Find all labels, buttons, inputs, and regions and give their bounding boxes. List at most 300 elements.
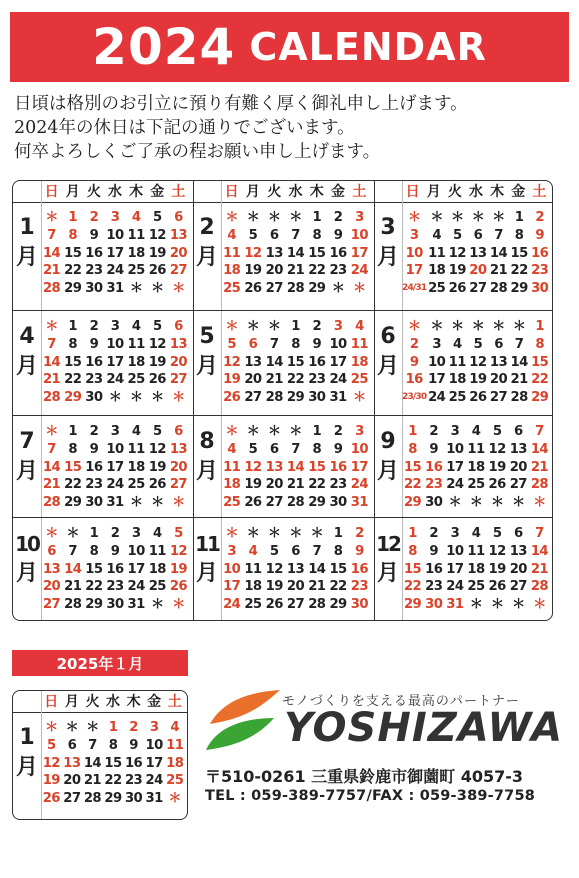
- day-cell: 26: [148, 263, 166, 279]
- day-cell: 5: [152, 424, 162, 439]
- day-cell: 31: [446, 597, 464, 613]
- day-cell: 28: [42, 495, 61, 511]
- day-cell: 26: [244, 495, 262, 511]
- day-cell: 23: [531, 263, 549, 279]
- header-divider: [13, 712, 187, 713]
- day-cell: 1: [312, 210, 322, 225]
- day-cell: 3: [432, 336, 441, 352]
- day-cell: 22: [403, 477, 422, 493]
- day-cell: 17: [106, 354, 124, 370]
- day-cell: 25: [428, 281, 446, 297]
- company-tagline: モノづくりを支える最高のパートナー: [282, 694, 520, 709]
- day-cell: 15: [308, 245, 326, 261]
- day-cell: ＊: [225, 424, 238, 439]
- month-label: [193, 213, 221, 273]
- weekday-label: 金: [331, 184, 346, 200]
- day-cell: 9: [89, 227, 99, 243]
- day-cell: 14: [64, 561, 82, 577]
- day-cell: 17: [428, 372, 446, 388]
- day-cell: 10: [127, 543, 145, 559]
- weekday-header: [402, 181, 550, 203]
- day-cell: 25: [448, 390, 466, 406]
- month-label: [374, 529, 402, 589]
- day-cell: 11: [350, 336, 368, 352]
- day-cell: 12: [469, 354, 487, 370]
- greeting-line: 日頃は格別のお引立に預り有難く厚く御礼申し上げます。: [14, 94, 468, 114]
- day-cell: ＊: [150, 281, 164, 297]
- month-kanji: 月: [15, 459, 38, 484]
- month-number: 12: [376, 532, 400, 556]
- weekday-label: 土: [167, 694, 182, 710]
- month-number: 6: [380, 324, 396, 349]
- day-cell: 25: [223, 495, 241, 511]
- day-cell: ＊: [430, 210, 443, 225]
- day-cell: 16: [425, 561, 443, 577]
- day-cell: ＊: [490, 597, 504, 613]
- month-kanji: 月: [195, 561, 218, 586]
- day-cell: 14: [42, 459, 61, 475]
- day-cell: ＊: [150, 390, 164, 406]
- day-cell: ＊: [150, 495, 164, 511]
- day-cell: 9: [333, 441, 343, 457]
- month-number: 10: [15, 532, 39, 556]
- day-cell: 19: [244, 477, 262, 493]
- greeting-message: [14, 92, 574, 164]
- day-cell: 14: [265, 354, 283, 370]
- day-cell: 28: [530, 579, 548, 595]
- month-kanji: 月: [376, 561, 399, 586]
- day-cell: 10: [350, 441, 368, 457]
- day-cell: 27: [489, 390, 508, 406]
- day-cell: 6: [494, 336, 503, 352]
- day-cell: 19: [469, 372, 487, 388]
- day-cell: 28: [530, 477, 548, 493]
- day-cell: 9: [89, 441, 99, 457]
- day-cell: 6: [67, 737, 77, 753]
- day-cell: ＊: [289, 210, 302, 225]
- day-cell: 27: [244, 390, 262, 406]
- day-cell: 24: [145, 773, 163, 789]
- day-cell: 1: [408, 424, 417, 439]
- day-cell: 24: [350, 263, 368, 279]
- day-cell: 6: [513, 424, 523, 439]
- month-label: [374, 213, 402, 273]
- day-cell: 11: [448, 354, 466, 370]
- day-cell: 13: [169, 441, 187, 457]
- day-cell: ＊: [267, 424, 281, 439]
- company-address: 〒510-0261 三重県鈴鹿市御薗町 4057-3: [205, 767, 524, 786]
- day-cell: 17: [446, 459, 464, 475]
- day-cell: 8: [514, 227, 524, 243]
- day-cell: 21: [530, 459, 548, 475]
- day-cell: 24: [428, 390, 446, 406]
- day-cell: 2: [110, 526, 120, 541]
- day-cell: 22: [85, 579, 103, 595]
- day-cell: ＊: [45, 424, 58, 439]
- day-cell: 2: [312, 319, 322, 334]
- day-cell: 11: [127, 227, 145, 243]
- weekday-label: 日: [224, 184, 239, 200]
- weekday-header: [41, 181, 189, 203]
- header-divider: [13, 202, 552, 203]
- day-cell: 6: [174, 210, 183, 225]
- day-cell: 8: [89, 543, 99, 559]
- day-cell: 8: [68, 227, 77, 243]
- day-cell: 12: [223, 354, 241, 370]
- day-cell: 20: [169, 459, 187, 475]
- day-cell: 26: [469, 390, 487, 406]
- day-cell: 5: [152, 319, 162, 334]
- day-cell: 21: [530, 561, 548, 577]
- day-cell: 26: [223, 390, 241, 406]
- day-cell: 18: [467, 561, 485, 577]
- day-cell: 2: [535, 210, 544, 225]
- day-cell: 31: [127, 597, 145, 613]
- day-cell: 7: [47, 336, 56, 352]
- day-cell: 2: [89, 319, 99, 334]
- day-cell: ＊: [267, 210, 281, 225]
- day-cell: 3: [333, 319, 343, 334]
- day-cell: ＊: [168, 791, 181, 807]
- day-cell: 20: [469, 263, 487, 279]
- day-cell: 28: [42, 390, 61, 406]
- day-cell: 25: [350, 372, 368, 388]
- day-cell: 3: [227, 543, 236, 559]
- day-cell: 29: [531, 390, 549, 406]
- day-cell: ＊: [407, 210, 421, 225]
- day-cell: 19: [223, 372, 241, 388]
- day-cell: ＊: [172, 281, 185, 297]
- day-cell: ＊: [289, 424, 302, 439]
- day-cell: 23: [425, 579, 443, 595]
- day-cell: 16: [85, 245, 103, 261]
- month-label: [13, 427, 41, 487]
- day-cell: ＊: [45, 319, 58, 334]
- day-cell: 6: [291, 543, 300, 559]
- day-cell: 15: [64, 245, 82, 261]
- day-cell: 21: [64, 579, 82, 595]
- day-cell: 19: [42, 773, 60, 789]
- day-cell: ＊: [267, 319, 281, 334]
- day-cell: 19: [148, 459, 166, 475]
- day-cell: 20: [265, 477, 283, 493]
- day-cell: 13: [42, 561, 61, 577]
- day-cell: ＊: [129, 281, 143, 297]
- day-cell: 4: [355, 319, 364, 334]
- day-cell: 27: [509, 477, 527, 493]
- day-cell: 14: [286, 245, 305, 261]
- day-cell: 12: [148, 336, 166, 352]
- day-cell: 7: [291, 441, 300, 457]
- month-label: [193, 322, 221, 382]
- day-cell: ＊: [108, 390, 122, 406]
- month-kanji: 月: [15, 755, 38, 780]
- month-number: 11: [195, 532, 219, 556]
- day-cell: 30: [531, 281, 549, 297]
- day-cell: 3: [131, 526, 141, 541]
- day-cell: 14: [83, 755, 101, 771]
- weekday-label: 火: [85, 694, 100, 710]
- day-cell: 5: [269, 543, 279, 559]
- day-cell: 11: [148, 543, 166, 559]
- day-cell: 18: [448, 372, 466, 388]
- day-cell: 22: [403, 579, 422, 595]
- row-divider: [13, 415, 552, 416]
- day-cell: 22: [64, 263, 82, 279]
- day-cell: 30: [329, 495, 347, 511]
- day-cell: 15: [286, 354, 305, 370]
- day-cell: 11: [467, 441, 485, 457]
- day-cell: 13: [489, 354, 508, 370]
- day-cell: ＊: [246, 210, 260, 225]
- month-label: [13, 322, 41, 382]
- day-cell: 19: [244, 263, 262, 279]
- weekday-label: 金: [147, 694, 162, 710]
- day-cell: 29: [403, 495, 422, 511]
- day-cell: ＊: [448, 495, 462, 511]
- day-cell: 8: [333, 543, 343, 559]
- month-kanji: 月: [195, 459, 218, 484]
- day-cell: 30: [85, 281, 103, 297]
- day-cell: 27: [169, 477, 187, 493]
- day-cell: 28: [308, 597, 326, 613]
- day-cell: 1: [312, 424, 322, 439]
- day-cell: 21: [286, 477, 305, 493]
- day-cell: 7: [88, 737, 97, 753]
- day-cell: 8: [312, 441, 322, 457]
- day-cell: 6: [513, 526, 523, 541]
- weekday-label: 日: [44, 694, 59, 710]
- day-cell: 18: [244, 579, 262, 595]
- day-cell: 13: [509, 441, 527, 457]
- day-cell: 30: [350, 597, 368, 613]
- day-cell: 25: [467, 579, 485, 595]
- month-kanji: 月: [376, 459, 399, 484]
- day-cell: 14: [286, 459, 305, 475]
- weekday-label: 土: [352, 184, 367, 200]
- day-cell: ＊: [512, 319, 526, 334]
- day-cell: 29: [329, 597, 347, 613]
- day-cell: 17: [329, 354, 347, 370]
- month-days: [41, 209, 189, 298]
- day-cell: 18: [428, 263, 446, 279]
- day-cell: 25: [244, 597, 262, 613]
- day-cell: 18: [127, 459, 145, 475]
- day-cell: ＊: [492, 319, 505, 334]
- day-cell: 17: [127, 561, 145, 577]
- weekday-label: 木: [126, 694, 141, 710]
- day-cell: 7: [47, 227, 56, 243]
- day-cell: 29: [104, 791, 122, 807]
- day-cell: 1: [68, 210, 77, 225]
- day-cell: ＊: [490, 495, 504, 511]
- day-cell: 16: [308, 354, 326, 370]
- day-cell: 3: [110, 210, 120, 225]
- day-cell: 25: [127, 477, 145, 493]
- day-cell: 5: [452, 227, 462, 243]
- month-number: 1: [19, 725, 35, 750]
- day-cell: ＊: [225, 210, 238, 225]
- day-cell: 27: [169, 263, 187, 279]
- day-cell: 17: [350, 459, 368, 475]
- day-cell: 17: [350, 245, 368, 261]
- day-cell: 4: [152, 526, 162, 541]
- day-cell: 25: [127, 263, 145, 279]
- day-cell: 23: [106, 579, 124, 595]
- month-kanji: 月: [376, 354, 399, 379]
- day-cell: 19: [265, 579, 283, 595]
- month-label: [374, 322, 402, 382]
- day-cell: ＊: [430, 319, 443, 334]
- day-cell: 4: [227, 227, 236, 243]
- day-cell: 11: [223, 459, 241, 475]
- day-cell: ＊: [331, 281, 345, 297]
- day-cell: 15: [403, 561, 422, 577]
- day-cell: 13: [509, 543, 527, 559]
- month-number: 7: [19, 429, 35, 454]
- day-cell: 16: [329, 245, 347, 261]
- day-cell: 18: [467, 459, 485, 475]
- day-cell: 4: [432, 227, 441, 243]
- day-cell: 6: [269, 441, 279, 457]
- day-cell: 6: [473, 227, 483, 243]
- day-cell: ＊: [492, 210, 505, 225]
- day-cell: 11: [127, 441, 145, 457]
- day-cell: 22: [308, 263, 326, 279]
- day-cell: 7: [47, 441, 56, 457]
- day-cell: 30: [85, 390, 103, 406]
- day-cell: 25: [223, 281, 241, 297]
- day-cell: ＊: [533, 597, 546, 613]
- day-cell: 16: [329, 459, 347, 475]
- day-cell: 5: [492, 526, 502, 541]
- weekday-label: 水: [288, 184, 303, 200]
- day-cell: 22: [510, 263, 528, 279]
- day-cell: 30: [425, 495, 443, 511]
- day-cell: 8: [408, 441, 417, 457]
- day-cell: 28: [42, 281, 61, 297]
- day-cell: 2: [89, 424, 99, 439]
- day-cell: 8: [68, 441, 77, 457]
- greeting-line: 何卒よろしくご了承の程お願い申し上げます。: [14, 142, 381, 162]
- month-label: [13, 529, 41, 589]
- weekday-header: [41, 691, 185, 713]
- day-cell: 21: [83, 773, 101, 789]
- day-cell: 14: [42, 245, 61, 261]
- day-cell: 9: [110, 543, 120, 559]
- day-cell: 1: [68, 319, 77, 334]
- weekday-label: 火: [86, 184, 101, 200]
- day-cell: 21: [42, 477, 61, 493]
- day-cell: 8: [108, 737, 118, 753]
- day-cell: 20: [509, 561, 527, 577]
- day-cell: 1: [68, 424, 77, 439]
- day-cell: 1: [333, 526, 343, 541]
- day-cell: 23: [350, 579, 368, 595]
- day-cell: ＊: [533, 495, 546, 511]
- weekday-label: 木: [490, 184, 505, 200]
- day-cell: 13: [244, 354, 262, 370]
- day-cell: 22: [286, 372, 305, 388]
- day-cell: 28: [83, 791, 101, 807]
- day-cell: 13: [286, 561, 305, 577]
- day-cell: 28: [510, 390, 528, 406]
- day-cell: 26: [148, 477, 166, 493]
- day-cell: 21: [510, 372, 528, 388]
- day-cell: 15: [531, 354, 549, 370]
- day-cell: 6: [269, 227, 279, 243]
- month-days: [402, 209, 550, 298]
- month-days: [402, 318, 550, 407]
- day-cell: 25: [166, 773, 184, 789]
- day-cell: 9: [355, 543, 364, 559]
- day-cell: 31: [106, 495, 124, 511]
- day-cell: 14: [530, 543, 548, 559]
- day-cell: 27: [265, 495, 283, 511]
- day-cell: 10: [446, 441, 464, 457]
- day-cell: ＊: [129, 390, 143, 406]
- day-cell: ＊: [172, 390, 185, 406]
- day-cell: 21: [265, 372, 283, 388]
- day-cell: ＊: [45, 210, 58, 225]
- day-cell: 23: [85, 372, 103, 388]
- day-cell: 26: [488, 579, 506, 595]
- day-cell: 16: [106, 561, 124, 577]
- day-cell: 2: [333, 210, 343, 225]
- day-cell: 24: [350, 477, 368, 493]
- day-cell: 30: [85, 495, 103, 511]
- day-cell: 3: [355, 424, 364, 439]
- day-cell: 16: [350, 561, 368, 577]
- day-cell: 27: [469, 281, 487, 297]
- day-cell: 5: [473, 336, 483, 352]
- company-logo-icon: [202, 684, 282, 754]
- day-cell: 9: [312, 336, 322, 352]
- day-cell: 26: [265, 597, 283, 613]
- year-calendar-grid: [12, 180, 553, 621]
- day-cell: 25: [467, 477, 485, 493]
- day-cell: 7: [514, 336, 524, 352]
- day-cell: 17: [405, 263, 423, 279]
- month-days: [41, 423, 189, 512]
- day-cell: 17: [446, 561, 464, 577]
- day-cell: ＊: [246, 424, 260, 439]
- day-cell: 22: [531, 372, 549, 388]
- day-cell: 27: [509, 579, 527, 595]
- day-cell: 27: [265, 281, 283, 297]
- day-cell: ＊: [310, 526, 324, 541]
- day-cell: 29: [85, 597, 103, 613]
- day-cell: 31: [106, 281, 124, 297]
- day-cell: 23: [308, 372, 326, 388]
- day-cell: 30: [124, 791, 143, 807]
- day-cell: 20: [265, 263, 283, 279]
- weekday-header: [221, 181, 370, 203]
- day-cell: 8: [68, 336, 77, 352]
- day-cell: 4: [131, 424, 141, 439]
- day-cell: 20: [509, 459, 527, 475]
- day-cell: 10: [405, 245, 423, 261]
- day-cell: 30: [106, 597, 124, 613]
- day-cell: ＊: [353, 390, 366, 406]
- day-cell: 15: [329, 561, 347, 577]
- row-divider: [13, 517, 552, 518]
- day-cell: 18: [148, 561, 166, 577]
- day-cell: 18: [350, 354, 368, 370]
- day-cell: 18: [127, 354, 145, 370]
- day-cell: 14: [530, 441, 548, 457]
- day-cell: 15: [104, 755, 122, 771]
